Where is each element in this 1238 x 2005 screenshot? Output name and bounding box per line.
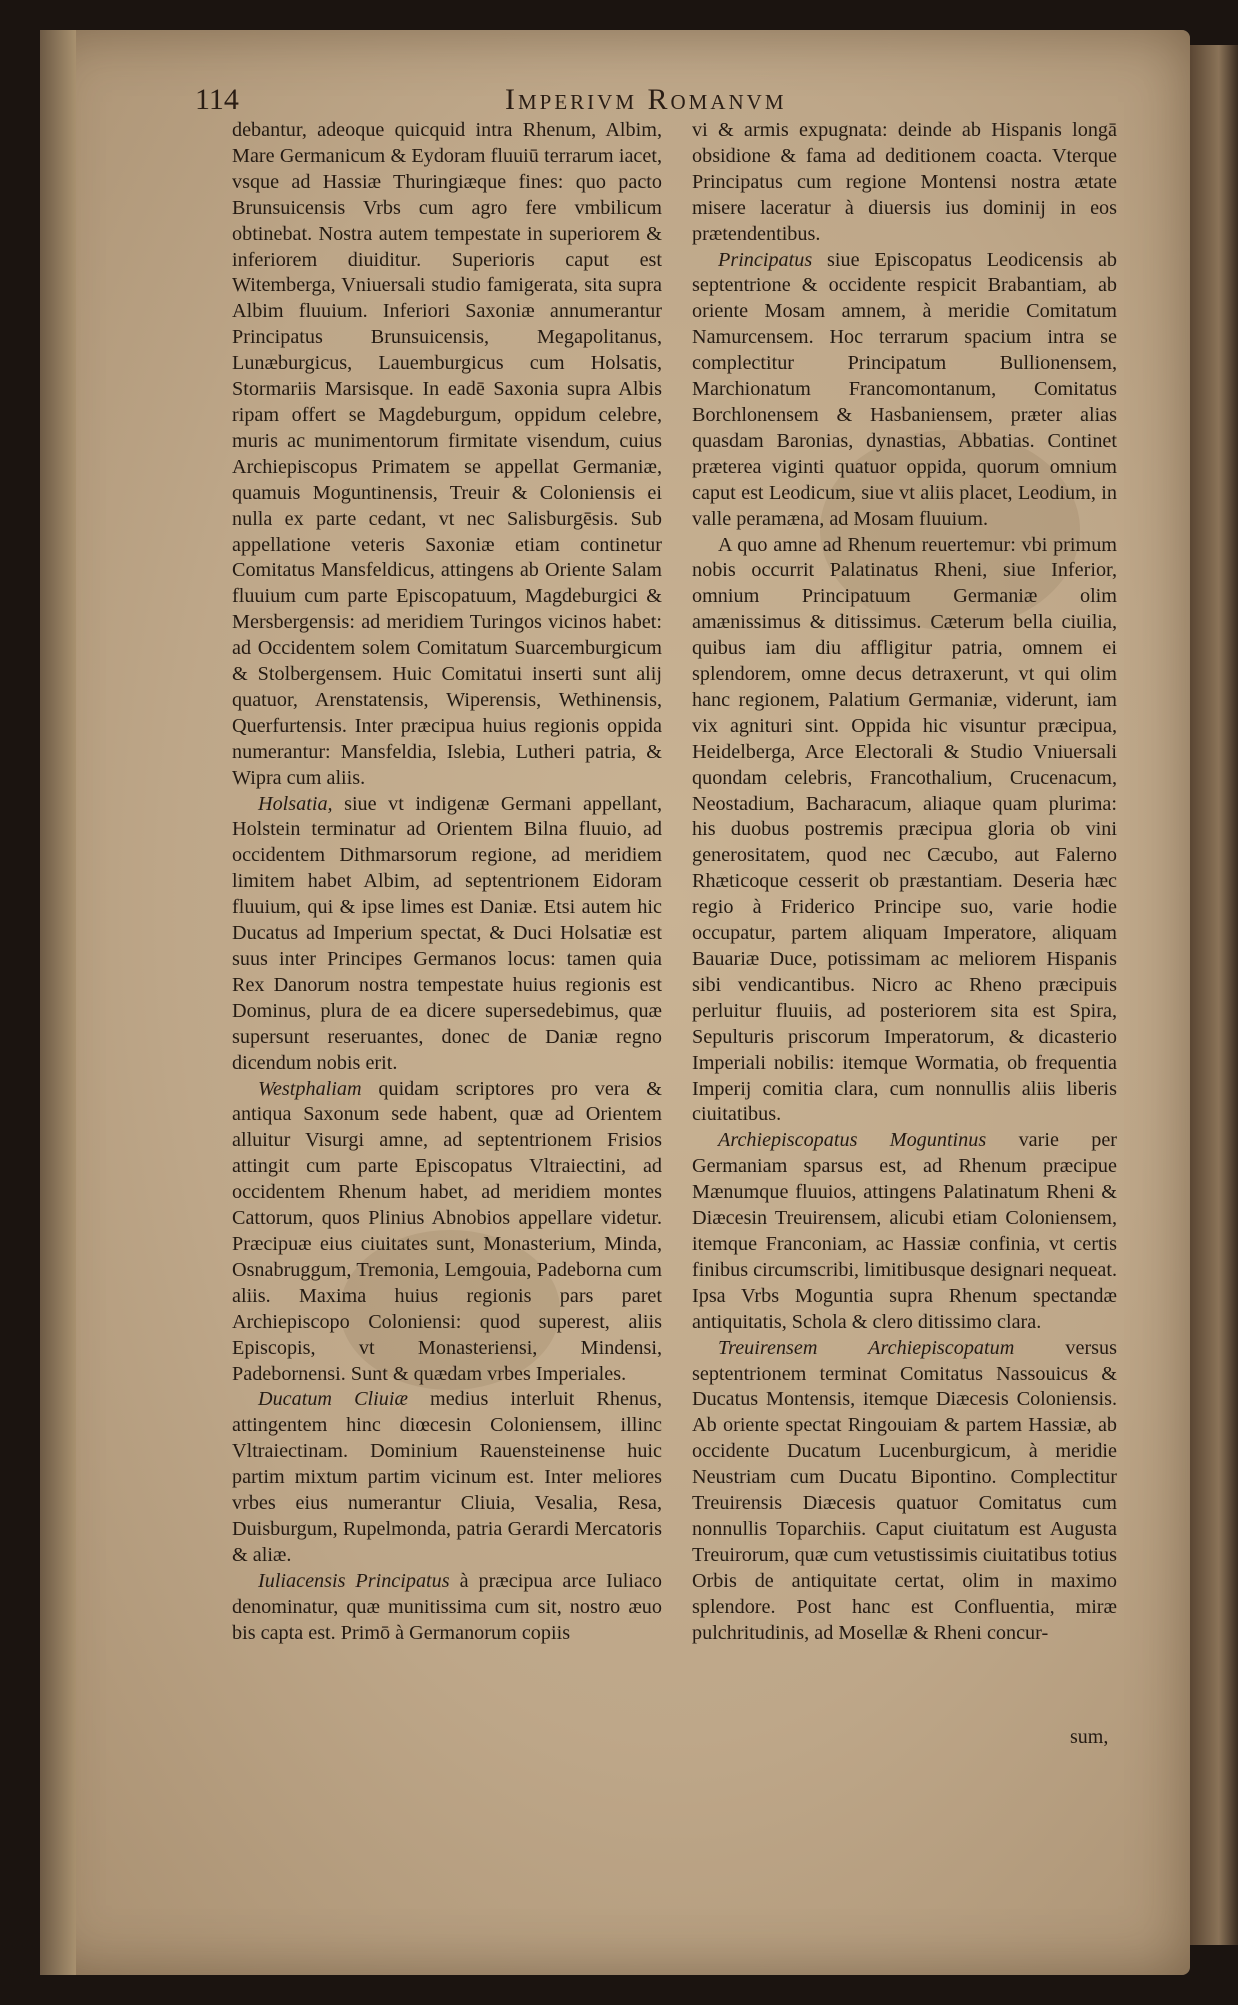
paragraph — [692, 248, 1117, 533]
paragraph — [232, 118, 662, 792]
paragraph-text: medius interluit Rhenus, attingentem hinc diœcesin Coloniensem, illinc Vltraiectinam. Dominium Rauensteinense huic partim mixtum partim vicinum est. Inter meliores vrbes eius numerantur Cliuia, Vesalia, Resa, Duisburgum, Rupelmonda, patria Gerardi Mercatoris & aliæ. — [232, 1388, 663, 1566]
paragraph-lead: Iuliacensis Principatus — [258, 1569, 450, 1592]
paragraph-text: vi & armis expugnata: deinde ab Hispanis longā obsidione & fama ad deditionem coacta. Vterque Principatus cum regione Montensi nostra ætate misere laceratur à diuersis ius dominij in eos prætendentibus. — [692, 119, 1117, 245]
paragraph-lead: Westphaliam — [258, 1077, 362, 1100]
paragraph-text: à præcipua arce Iuliaco denominatur, quæ munitissima cum sit, nostro æuo bis capta est. Primō à Germanorum copiis — [232, 1569, 663, 1644]
page-gutter — [40, 30, 76, 1975]
paragraph — [692, 1128, 1117, 1335]
left-column — [232, 118, 662, 1646]
next-page-edge — [1190, 45, 1238, 1945]
paragraph-lead: Treuirensem Archiepiscopatum — [718, 1336, 1015, 1359]
paragraph-text: amne ad Rhenum reuertemur: vbi primum nobis occurrit Palatinatus Rheni, siue Inferior, omnium Principatuum Germaniæ olim amænissimus & ditissimus. Cæterum bella ciuilia, quibus iam diu affligitur patria, omnem ei splendorem, omne decus detraxerunt, vt qui olim hanc regionem, Palatium Germaniæ, viderunt, iam vix agnituri sint. Oppida hic visuntur præcipua, Heidelberga, Arce Electorali & Studio Vniuersali quondam celebris, Francothalium, Crucenacum, Neostadium, Bacharacum, aliaque quam plurima: his duobus postremis præcipua gloria ob vini generositatem, quod nec Cæcubo, aut Falerno Rhæticoque cesserit ob præstantiam. Deseria hæc regio à Friderico Principe suo, varie hodie occupatur, partem aliquam Imperatore, aliquam Bauariæ Duce, potissimam ac meliorem Hispanis sibi vendicantibus. Nicro ac Rheno præcipuis perluitur fluuiis, ad posteriorem sita est Spira, Sepulturis priscorum Imperatorum, & dicasterio Imperiali nobilis: itemque Wormatia, ob frequentia Imperij comitia clara, cum nonnullis aliis liberis ciuitatibus. — [692, 533, 1118, 1126]
paragraph-lead: Ducatum Cliuiæ — [258, 1388, 408, 1411]
paragraph-text: versus septentrionem terminat Comitatus Nassouicus & Ducatus Montensis, itemque Diæcesis Coloniensis. Ab oriente spectat Ringouiam & partem Hassiæ, ab occidente Ducatum Lucenburgicum, à meridie Neustriam cum Ducatu Bipontino. Complectitur Treuirensis Diæcesis quatuor Comitatus cum nonnullis Toparchiis. Caput ciuitatum est Augusta Treuirorum, quæ cum vetustissimis ciuitatibus totius Orbis de antiquitate certat, olim in maximo splendore. Post hanc est Confluentia, miræ pulchritudinis, ad Mosellæ & Rheni concur- — [692, 1336, 1117, 1644]
paragraph — [232, 1387, 662, 1568]
paragraph-text: siue vt indigenæ Germani appellant, Holstein terminatur ad Orientem Bilna fluuio, ad occidentem Dithmarsorum regione, ad meridiem limitem habet Albim, ad septentrionem Eidoram fluuium, qui & ipse limes est Daniæ. Etsi autem hic Ducatus ad Imperium spectat, & Duci Holsatiæ est suus inter Principes Germanos locus: tamen quia Rex Danorum nostra tempestate huius regionis est Dominus, plura de ea dicere supersedebimus, quæ supersunt reseruantes, donec de Daniæ regno dicendum nobis erit. — [232, 792, 662, 1074]
paragraph — [232, 1077, 662, 1388]
paragraph-text: varie per Germaniam sparsus est, ad Rhenum præcipue Mænumque fluuios, attingens Palatinatum Rheni & Diæcesin Treuirensem, alicubi etiam Coloniensem, itemque Franconiam, ac Hassiæ confinia, vt certis finibus circumscribi, limitibusque designari nequeat. Ipsa Vrbs Moguntia supra Rhenum spectandæ antiquitatis, Schola & clero ditissimo clara. — [692, 1129, 1118, 1333]
page-number: 114 — [195, 83, 239, 116]
right-column — [692, 118, 1117, 1646]
paragraph — [232, 792, 662, 1077]
paragraph-lead: A quo — [718, 533, 768, 556]
catchword: sum, — [1070, 1726, 1109, 1748]
paragraph-lead: Holsatia, — [258, 792, 333, 815]
paragraph-lead: Principatus — [718, 248, 813, 271]
paragraph — [232, 1569, 662, 1647]
paragraph-text: debantur, adeoque quicquid intra Rhenum, Albim, Mare Germanicum & Eydoram fluuiū terrarum iacet, vsque ad Hassiæ Thuringiæque fines: quo pacto Brunsuicensis Vrbs cum agro fere vmbilicum obtinebat. Nostra autem tempestate in superiorem & inferiorem diuiditur. Superioris caput est Witemberga, Vniuersali studio famigerata, sita supra Albim fluuium. Inferiori Saxoniæ annumerantur Principatus Brunsuicensis, Megapolitanus, Lunæburgicus, Lauemburgicus cum Holsatis, Stormariis Marsisque. In eadē Saxonia supra Albis ripam offert se Magdeburgum, oppidum celebre, muris ac munimentorum firmitate visendum, cuius Archiepiscopus Primatem se appellat Germaniæ, quamuis Moguntinensis, Treuir & Coloniensis ei nulla ex parte cedant, vt nec Salisburgēsis. Sub appellatione veteris Saxoniæ etiam continetur Comitatus Mansfeldicus, attingens ab Oriente Salam fluuium cum parte Episcopatuum, Magdeburgici & Mersbergensis: ad meridiem Turingos vicinos habet: ad Occidentem solem Comitatum Suarcemburgicum & Stolbergensem. Huic Comitatui inserti sunt alij quatuor, Arenstatensis, Wiperensis, Wethinensis, Querfurtensis. Inter præcipua huius regionis oppida numerantur: Mansfeldia, Islebia, Lutheri patria, & Wipra cum aliis. — [232, 119, 662, 789]
paragraph — [692, 1336, 1117, 1647]
paragraph-text: siue Episcopatus Leodicensis ab septentrione & occidente respicit Brabantiam, ab oriente Mosam amnem, à meridie Comitatum Namurcensem. Hoc terrarum spacium intra se complectitur Principatum Bullionensem, Marchionatum Francomontanum, Comitatus Borchlonensem & Hasbaniensem, præter alias quasdam Baronias, dynastias, Abbatias. Continet præterea viginti quatuor oppida, quorum omnium caput est Leodicum, siue vt aliis placet, Leodium, in valle peramæna, ad Mosam fluuium. — [692, 248, 1117, 530]
paragraph — [692, 533, 1117, 1129]
running-head — [0, 83, 1238, 123]
running-title: Imperivm Romanvm — [505, 83, 787, 116]
paragraph-text: quidam scriptores pro vera & antiqua Saxonum sede habent, quæ ad Orientem alluitur Visurgi amne, ad septentrionem Frisios attingit cum parte Episcopatus Vltraiectini, ad occidentem Rhenum habet, ad meridiem montes Cattorum, quos Plinius Abnobios appellare videtur. Præcipuæ eius ciuitates sunt, Monasterium, Minda, Osnabruggum, Tremonia, Lemgouia, Padeborna cum aliis. Maxima huius regionis pars paret Archiepiscopo Coloniensi: quod superest, aliis Episcopis, vt Monasteriensi, Mindensi, Padebornensi. Sunt & quædam vrbes Imperiales. — [232, 1077, 662, 1385]
paragraph-lead: Archiepiscopatus Moguntinus — [718, 1129, 987, 1152]
paragraph — [692, 118, 1117, 248]
